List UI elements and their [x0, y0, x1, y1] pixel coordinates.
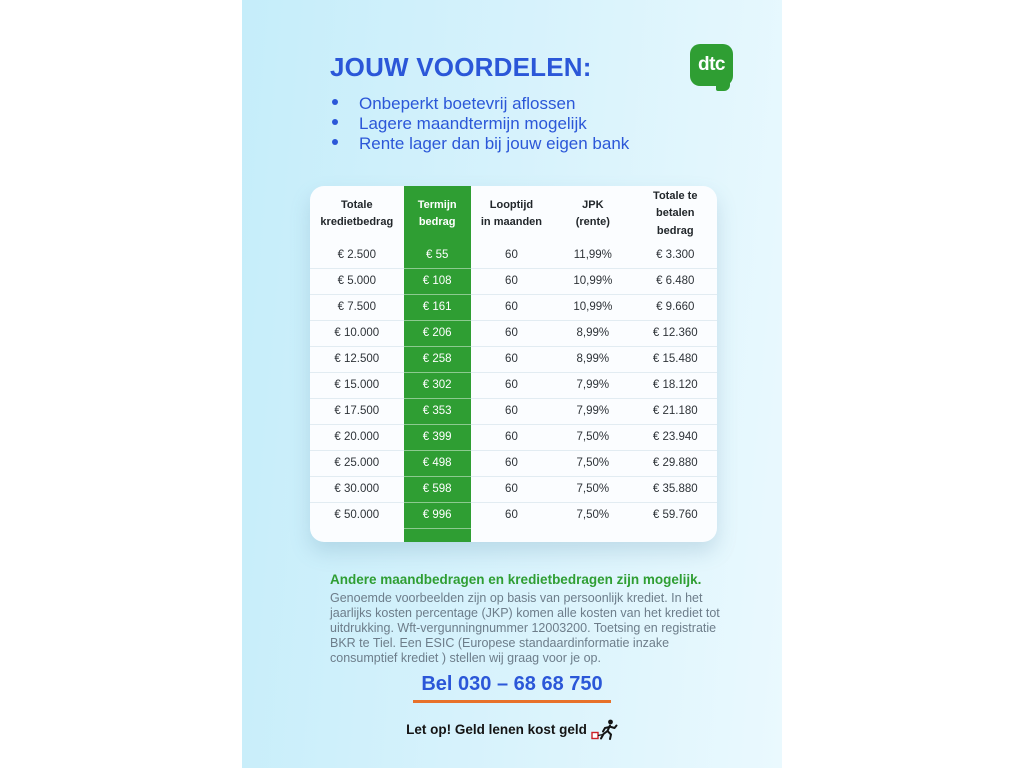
- cell-looptijd: 60: [471, 476, 552, 502]
- rates-table: [310, 186, 717, 542]
- table-row: [310, 450, 717, 476]
- bullet-dot-icon: [332, 99, 338, 105]
- cell-jpk: 7,50%: [552, 424, 633, 450]
- table-row: [310, 242, 717, 268]
- header-row: [310, 186, 717, 242]
- cell-termijnbedrag: € 108: [404, 268, 471, 294]
- cell-termijnbedrag: € 353: [404, 398, 471, 424]
- cell-looptijd: [471, 528, 552, 542]
- cell-jpk: 7,50%: [552, 450, 633, 476]
- benefit-item: [332, 114, 629, 134]
- cell-totaal: € 29.880: [634, 450, 717, 476]
- cell-totaal: € 3.300: [656, 248, 695, 261]
- cell-totaal: € 9.660: [634, 294, 717, 320]
- cell-kredietbedrag: € 10.000: [310, 320, 404, 346]
- cell-kredietbedrag: € 30.000: [310, 476, 404, 502]
- cell-kredietbedrag: € 50.000: [310, 502, 404, 528]
- benefit-item: [332, 134, 629, 154]
- table-row: [310, 502, 717, 528]
- cell-termijnbedrag: € 996: [404, 502, 471, 528]
- cell-looptijd: 60: [471, 320, 552, 346]
- cell-jpk: 8,99%: [552, 320, 633, 346]
- cell-jpk: 11,99%: [573, 248, 612, 261]
- cell-jpk: 7,50%: [552, 502, 633, 528]
- cell-kredietbedrag: € 15.000: [310, 372, 404, 398]
- cell-termijnbedrag: € 55: [404, 242, 471, 268]
- loan-warning-label: [406, 719, 618, 740]
- cell-jpk: 10,99%: [552, 294, 633, 320]
- cell-kredietbedrag: € 20.000: [310, 424, 404, 450]
- warning-row: [242, 719, 782, 740]
- cell-totaal: [634, 528, 717, 542]
- benefit-text: Rente lager dan bij jouw eigen bank: [359, 134, 630, 153]
- flyer-content-area: [242, 0, 782, 768]
- phone-row: [242, 673, 782, 703]
- cell-jpk: 7,50%: [552, 476, 633, 502]
- cell-totaal: € 15.480: [634, 346, 717, 372]
- cell-totaal: € 18.120: [634, 372, 717, 398]
- cell-kredietbedrag: € 5.000: [310, 268, 404, 294]
- phone-link[interactable]: Bel 030 – 68 68 750: [413, 673, 610, 703]
- cell-kredietbedrag: € 25.000: [310, 450, 404, 476]
- cell-looptijd: 60: [471, 424, 552, 450]
- cell-jpk: 7,99%: [552, 372, 633, 398]
- cell-kredietbedrag: € 17.500: [310, 398, 404, 424]
- cell-termijnbedrag: € 161: [404, 294, 471, 320]
- table-row: [310, 294, 717, 320]
- bullet-dot-icon: [332, 139, 338, 145]
- cell-totaal: € 23.940: [634, 424, 717, 450]
- cell-looptijd: 60: [505, 248, 518, 261]
- benefit-item: [332, 94, 629, 114]
- table-row: [310, 268, 717, 294]
- dtc-logo-text: dtc: [698, 54, 725, 75]
- column-header: Looptijd in maanden: [480, 198, 542, 228]
- column-header: Termijn bedrag: [404, 186, 471, 242]
- cell-termijnbedrag: € 598: [404, 476, 471, 502]
- page-title: JOUW VOORDELEN:: [330, 52, 592, 82]
- cell-totaal: € 6.480: [634, 268, 717, 294]
- benefits-list: [332, 94, 629, 154]
- table-row: [310, 476, 717, 502]
- cell-termijnbedrag: € 498: [404, 450, 471, 476]
- cell-termijnbedrag: € 302: [404, 372, 471, 398]
- other-amounts-note: Andere maandbedragen en kredietbedragen zijn mogelijk.: [330, 572, 702, 587]
- bullet-dot-icon: [332, 119, 338, 125]
- table-row: [310, 424, 717, 450]
- cell-totaal: € 21.180: [634, 398, 717, 424]
- cell-looptijd: 60: [471, 502, 552, 528]
- rates-table-body: [310, 242, 717, 542]
- cell-jpk: [552, 528, 633, 542]
- benefit-text: Onbeperkt boetevrij aflossen: [359, 94, 576, 113]
- cell-kredietbedrag: € 2.500: [337, 248, 376, 261]
- cell-totaal: € 59.760: [634, 502, 717, 528]
- table-row: [310, 372, 717, 398]
- cell-totaal: € 12.360: [634, 320, 717, 346]
- cell-kredietbedrag: € 7.500: [310, 294, 404, 320]
- cell-termijnbedrag: € 258: [404, 346, 471, 372]
- cell-jpk: 10,99%: [552, 268, 633, 294]
- dtc-logo: [690, 44, 733, 86]
- table-row: [310, 398, 717, 424]
- table-row: [310, 320, 717, 346]
- cell-termijnbedrag: [404, 528, 471, 542]
- cell-looptijd: 60: [471, 346, 552, 372]
- cell-looptijd: 60: [471, 450, 552, 476]
- table-row: [310, 346, 717, 372]
- cell-looptijd: 60: [471, 398, 552, 424]
- cell-looptijd: 60: [471, 372, 552, 398]
- rates-card: [310, 186, 717, 542]
- table-filler-row: [310, 528, 717, 542]
- cell-termijnbedrag: € 399: [404, 424, 471, 450]
- cell-termijnbedrag: € 206: [404, 320, 471, 346]
- column-header: Totale te betalen bedrag: [653, 190, 698, 237]
- cell-looptijd: 60: [471, 268, 552, 294]
- cell-kredietbedrag: [310, 528, 404, 542]
- cell-totaal: € 35.880: [634, 476, 717, 502]
- benefit-text: Lagere maandtermijn mogelijk: [359, 114, 587, 133]
- column-header: JPK (rente): [575, 198, 610, 228]
- cell-jpk: 7,99%: [552, 398, 633, 424]
- loan-warning-text: Let op! Geld lenen kost geld: [406, 722, 587, 737]
- cell-kredietbedrag: € 12.500: [310, 346, 404, 372]
- rates-table-header: [310, 186, 717, 242]
- cell-looptijd: 60: [471, 294, 552, 320]
- legal-disclaimer: Genoemde voorbeelden zijn op basis van persoonlijk krediet. In het jaarlijks kosten percentage (JKP) komen alle kosten van het krediet tot uitdrukking. Wft-vergunningnummer 12003200. Toetsing en registratie BKR te Tiel. Een ESIC (Europese standaardinformatie inzake consumptief krediet ) stellen wij graag voor je op.: [330, 591, 720, 665]
- money-burden-runner-icon: [591, 719, 618, 740]
- column-header: Totale kredietbedrag: [320, 198, 394, 228]
- cell-jpk: 8,99%: [552, 346, 633, 372]
